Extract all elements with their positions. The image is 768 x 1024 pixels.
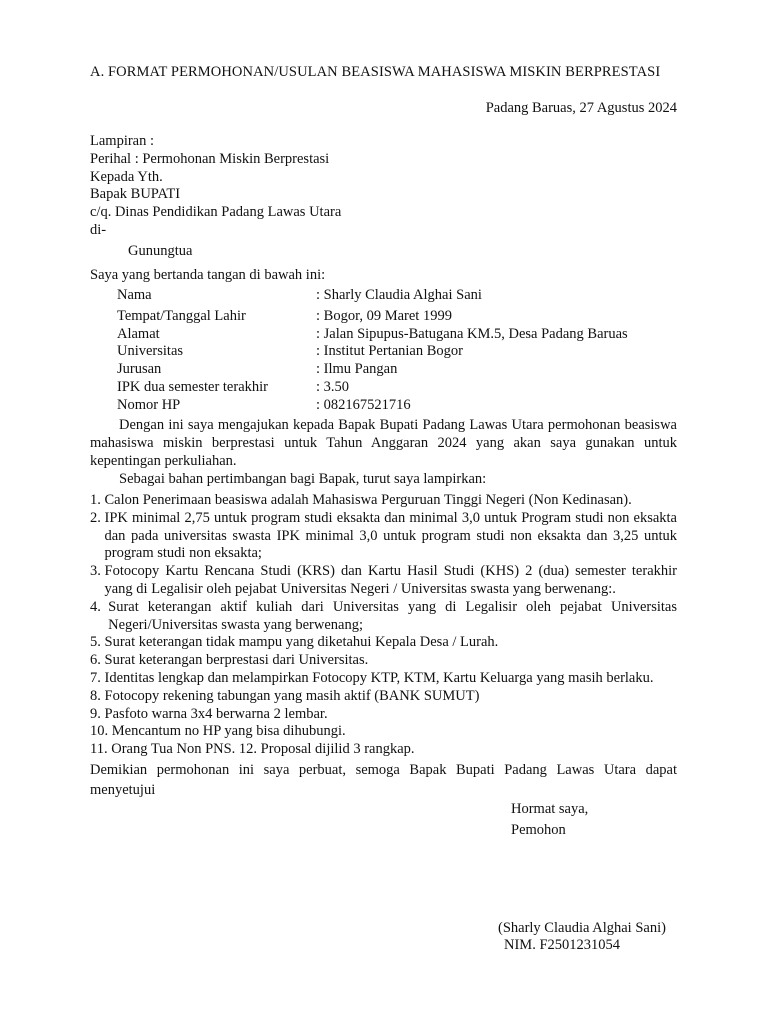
field-row [117, 287, 628, 305]
list-item [90, 634, 677, 652]
list-number: 9. [90, 705, 105, 722]
list-number: 7. [90, 669, 105, 686]
requirements-list [90, 492, 677, 759]
list-text: Pasfoto warna 3x4 berwarna 2 lembar. [104, 705, 328, 722]
list-number: 1. [90, 492, 105, 508]
request-paragraph: Dengan ini saya mengajukan kepada Bapak Bupati Padang Lawas Utara permohonan beasiswa mahasiswa miskin berprestasi untuk Tahun Anggaran 2024 yang akan saya gunakan untuk kepentingan perkuliahan. [90, 417, 677, 469]
city-line: Gunungtua [128, 242, 193, 259]
field-label: Alamat [117, 325, 160, 342]
list-number: 3. [90, 563, 105, 580]
field-label: Nama [117, 287, 152, 303]
list-text: Fotocopy Kartu Rencana Studi (KRS) dan Kartu Hasil Studi (KHS) 2 (dua) semester terakhir yang di Legalisir oleh pejabat Universitas Negeri / Universitas swasta yang berwenang:. [104, 563, 677, 597]
lampiran-line: Lampiran : [90, 133, 155, 149]
kepada-line: Kepada Yth. [90, 168, 163, 185]
document-title: A. FORMAT PERMOHONAN/USULAN BEASISWA MAHASISWA MISKIN BERPRESTASI [90, 64, 661, 80]
list-text: Identitas lengkap dan melampirkan Fotocopy KTP, KTM, Kartu Keluarga yang masih berlaku. [104, 669, 654, 686]
list-item [90, 706, 677, 724]
field-row [117, 379, 628, 397]
list-text: Surat keterangan aktif kuliah dari Universitas yang di Legalisir oleh pejabat Universitas Negeri/Universitas swasta yang berwenang; [108, 598, 677, 633]
list-number: 8. [90, 687, 105, 704]
signature-role: Pemohon [511, 822, 566, 838]
field-value: : 082167521716 [316, 396, 411, 413]
list-text: Surat keterangan berprestasi dari Universitas. [104, 652, 369, 669]
list-text: Fotocopy rekening tabungan yang masih aktif (BANK SUMUT) [104, 687, 480, 704]
intro-line: Saya yang bertanda tangan di bawah ini: [90, 267, 326, 283]
field-row [117, 343, 628, 361]
list-item [90, 652, 677, 670]
field-row [117, 397, 628, 415]
address-block [90, 133, 341, 261]
field-row [117, 308, 628, 326]
cq-line: c/q. Dinas Pendidikan Padang Lawas Utara [90, 204, 342, 221]
field-label: Nomor HP [117, 396, 181, 413]
list-item [90, 688, 677, 706]
list-text: Surat keterangan tidak mampu yang diketahui Kepala Desa / Lurah. [104, 634, 499, 651]
field-row [117, 326, 628, 344]
perihal-line: Perihal : Permohonan Miskin Berprestasi [90, 150, 330, 167]
list-number: 11. [90, 741, 112, 758]
list-item [90, 563, 677, 599]
field-label: IPK dua semester terakhir [117, 378, 268, 395]
list-item [90, 492, 677, 510]
field-value: : Institut Pertanian Bogor [316, 343, 463, 360]
signature-name: (Sharly Claudia Alghai Sani) [498, 920, 666, 936]
list-item [90, 670, 677, 688]
list-text: IPK minimal 2,75 untuk program studi eksakta dan minimal 3,0 untuk Program studi non eksakta dan pada universitas swasta IPK minimal 3,0 untuk program studi non eksakta dan 3,25 untuk program studi non eksakta; [104, 509, 677, 562]
applicant-fields [117, 287, 628, 415]
list-text: Calon Penerimaan beasiswa adalah Mahasiswa Perguruan Tinggi Negeri (Non Kedinasan). [104, 492, 632, 508]
place-date: Padang Baruas, 27 Agustus 2024 [485, 100, 677, 116]
signature-greeting: Hormat saya, [511, 801, 589, 817]
list-number: 4. [90, 598, 109, 615]
list-number: 5. [90, 634, 105, 651]
list-text: Orang Tua Non PNS. 12. Proposal dijilid 3 rangkap. [111, 741, 415, 758]
field-value: : 3.50 [316, 378, 350, 395]
list-number: 6. [90, 652, 105, 669]
field-value: : Jalan Sipupus-Batugana KM.5, Desa Padang Baruas [316, 325, 628, 342]
field-row [117, 361, 628, 379]
list-item [90, 510, 677, 563]
di-line: di- [90, 221, 107, 238]
list-number: 10. [90, 723, 112, 740]
recipient-line: Bapak BUPATI [90, 186, 181, 203]
list-item [90, 741, 677, 759]
list-item [90, 599, 677, 635]
field-value: : Sharly Claudia Alghai Sani [316, 287, 482, 303]
field-label: Tempat/Tanggal Lahir [117, 307, 246, 324]
field-value: : Ilmu Pangan [316, 361, 398, 378]
student-id: NIM. F2501231054 [504, 937, 621, 953]
field-label: Jurusan [117, 361, 162, 378]
list-number: 2. [90, 509, 105, 526]
list-text: Mencantum no HP yang bisa dihubungi. [111, 723, 346, 740]
closing-paragraph: Demikian permohonan ini saya perbuat, semoga Bapak Bupati Padang Lawas Utara dapat menyetujui [90, 762, 677, 798]
field-label: Universitas [117, 343, 184, 360]
field-value: : Bogor, 09 Maret 1999 [316, 307, 452, 324]
list-item [90, 723, 677, 741]
attachment-intro: Sebagai bahan pertimbangan bagi Bapak, turut saya lampirkan: [119, 471, 487, 487]
